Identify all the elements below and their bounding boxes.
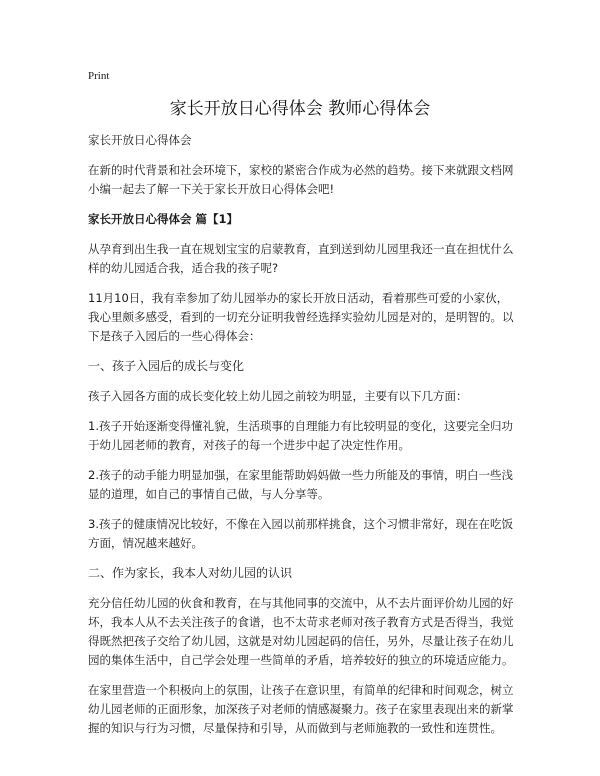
list-item: 3.孩子的健康情况比较好，不像在入园以前那样挑食，这个习惯非常好，现在在吃饭方面，情况越来越好。 xyxy=(88,517,513,550)
body-paragraph: 从孕育到出生我一直在规划宝宝的启蒙教育，直到送到幼儿园里我还一直在担忧什么样的幼儿园适合我，适合我的孩子呢? xyxy=(88,242,514,275)
list-item: 1.孩子开始逐渐变得懂礼貌，生活琐事的自理能力有比较明显的变化，这要完全归功于幼儿园老师的教育，对孩子的每一个进步中起了决定性作用。 xyxy=(88,419,513,452)
intro-heading: 家长开放日心得体会 xyxy=(88,133,192,147)
sub-heading: 二、作为家长，我本人对幼儿园的认识 xyxy=(88,566,293,580)
print-link[interactable]: Print xyxy=(88,70,110,82)
body-paragraph: 在家里营造一个积极向上的氛围，让孩子在意识里，有简单的纪律和时间观念，树立幼儿园老师的正面形象，加深孩子对老师的情感凝聚力。孩子在家里表现出来的新掌握的知识与行为习惯，尽量保持和引导，从而做到与老师施教的一致性和连贯性。 xyxy=(88,683,514,735)
intro-paragraph: 在新的时代背景和社会环境下，家校的紧密合作成为必然的趋势。接下来就跟文档网小编一起去了解一下关于家长开放日心得体会吧! xyxy=(88,163,514,196)
body-paragraph: 11月10日，我有幸参加了幼儿园举办的家长开放日活动，看着那些可爱的小家伙，我心里颇多感受，看到的一切充分证明我曾经选择实验幼儿园是对的，是明智的。以下是孩子入园后的一些心得体会： xyxy=(88,291,514,343)
list-item: 2.孩子的动手能力明显加强，在家里能帮助妈妈做一些力所能及的事情，明白一些浅显的道理，如自己的事情自己做，与人分享等。 xyxy=(88,468,513,501)
page-title: 家长开放日心得体会 教师心得体会 xyxy=(169,99,431,119)
article-body xyxy=(88,131,516,749)
sub-heading: 一、孩子入园后的成长与变化 xyxy=(88,359,245,373)
section-heading: 家长开放日心得体会 篇【1】 xyxy=(88,212,239,226)
body-paragraph: 孩子入园各方面的成长变化较上幼儿园之前较为明显，主要有以下几方面： xyxy=(88,389,468,403)
body-paragraph: 充分信任幼儿园的伙食和教育，在与其他同事的交流中，从不去片面评价幼儿园的好坏，我本人从不去关注孩子的食谱，也不太苛求老师对孩子教育方式是否得当，我觉得既然把孩子交给了幼儿园，这就是对幼儿园起码的信任，另外，尽量让孩子在幼儿园的集体生活中，自己学会处理一些简单的矛盾，培养较好的独立的环境适应能力。 xyxy=(88,596,514,667)
